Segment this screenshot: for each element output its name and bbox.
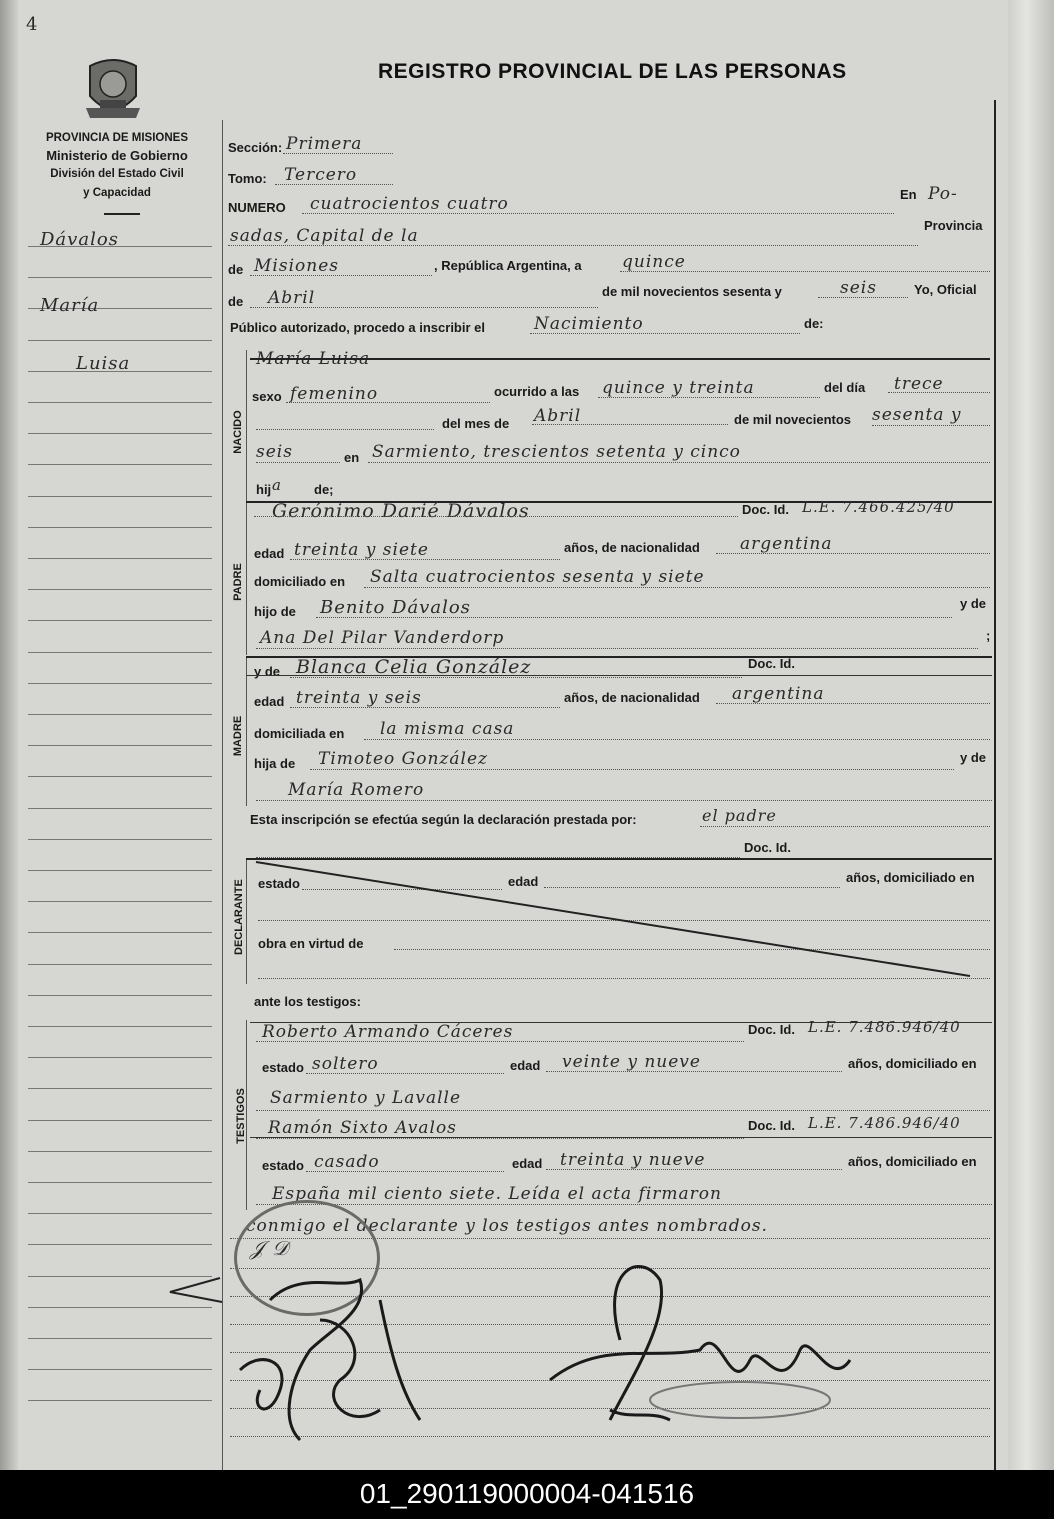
witness-signatures — [230, 1260, 450, 1460]
division-name-2: y Capacidad — [83, 187, 151, 199]
margin-rule-line — [28, 776, 212, 777]
testigos-section-label: TESTIGOS — [235, 1088, 247, 1144]
testigo-1-doc-label: Doc. Id. — [748, 1022, 795, 1037]
madre-nacionalidad-value: argentina — [732, 684, 825, 704]
margin-rule-line — [28, 870, 212, 871]
cierre-texto: conmigo el declarante y los testigos antes nombrados. — [246, 1216, 768, 1236]
en-value-1: Po- — [928, 184, 958, 204]
province-name: PROVINCIA DE MISIONES — [45, 132, 189, 144]
margin-rule-line — [28, 340, 212, 341]
testigo-1-domicilio-label: años, domiciliado en — [848, 1056, 977, 1071]
testigos-intro-label: ante los testigos: — [254, 994, 361, 1009]
sexo-value: femenino — [290, 384, 379, 404]
declarante-cancel-line — [250, 860, 992, 980]
madre-nacionalidad-label: años, de nacionalidad — [564, 690, 700, 705]
mes-nacimiento-value: Abril — [534, 406, 582, 426]
oficial-label: Yo, Oficial — [914, 282, 977, 297]
margin-rule-line — [28, 901, 212, 902]
madre-edad-label: edad — [254, 694, 285, 709]
declarante-estado-label: estado — [258, 876, 300, 891]
margin-rule-line — [28, 683, 212, 684]
padre-doc-label: Doc. Id. — [742, 502, 789, 517]
margin-rule-line — [28, 402, 212, 403]
padre-domicilio-value: Salta cuatrocientos sesenta y siete — [370, 567, 705, 587]
en-value-2: sadas, Capital de la — [230, 226, 419, 246]
declaracion-label: Esta inscripción se efectúa según la declaración prestada por: — [250, 812, 637, 827]
margin-rule-line — [28, 620, 212, 621]
main-right-border — [994, 100, 996, 1470]
testigo-2-edad-label: edad — [512, 1156, 543, 1171]
testigo-1-edad: veinte y nueve — [562, 1052, 701, 1072]
margin-rule-line — [28, 464, 212, 465]
padre-nacionalidad-value: argentina — [740, 534, 833, 554]
declarante-section-label: DECLARANTE — [233, 879, 245, 955]
hijo-label: hij — [256, 482, 272, 497]
de-label-2: de — [228, 294, 244, 309]
numero-label: NUMERO — [228, 200, 286, 215]
margin-rule-line — [28, 808, 212, 809]
declarante-doc-label: Doc. Id. — [744, 840, 791, 855]
madre-domicilio-value: la misma casa — [380, 719, 515, 739]
margin-rule-line — [28, 839, 212, 840]
de-label-1: de — [228, 262, 244, 277]
image-id-footer — [0, 1470, 1054, 1519]
testigo-1-estado: soltero — [312, 1054, 379, 1074]
anio-nacimiento-1: sesenta y — [872, 405, 962, 425]
margin-surname: Dávalos — [40, 229, 119, 250]
provincia-value: Misiones — [254, 256, 339, 276]
testigo-1-doc: L.E. 7.486.946/40 — [808, 1018, 961, 1036]
ministry-name: Ministerio de Gobierno — [46, 148, 188, 163]
margin-rule-line — [28, 558, 212, 559]
y-de-label-2: y de — [960, 750, 987, 765]
margin-rule-line — [28, 1369, 212, 1370]
dia-value: quince — [622, 252, 686, 272]
declarante-edad-label: edad — [508, 874, 539, 889]
testigo-2-doc: L.E. 7.486.946/40 — [808, 1114, 961, 1132]
margin-rule-line — [28, 1026, 212, 1027]
publico-label: Público autorizado, procedo a inscribir el — [230, 320, 485, 335]
margin-mark — [160, 1270, 230, 1310]
anio-value: seis — [840, 278, 877, 298]
testigo-2-domicilio: España mil ciento siete. Leída el acta firmaron — [272, 1184, 722, 1204]
margin-rule-line — [28, 1244, 212, 1245]
margin-rule-line — [28, 652, 212, 653]
margin-rule-line — [28, 995, 212, 996]
padre-edad-value: treinta y siete — [294, 540, 429, 560]
margin-rule-line — [28, 527, 212, 528]
testigo-1-estado-label: estado — [262, 1060, 304, 1075]
margin-rule-line — [28, 1057, 212, 1058]
novecientos-label: de mil novecientos — [734, 412, 852, 427]
binding-spine — [0, 0, 18, 1470]
testigo-2-estado: casado — [314, 1152, 380, 1172]
padre-edad-label: edad — [254, 546, 285, 561]
padre-domicilio-label: domiciliado en — [254, 574, 346, 589]
margin-rule-line — [28, 1151, 212, 1152]
del-dia-label: del día — [824, 380, 866, 395]
declarante-obra-label: obra en virtud de — [258, 936, 364, 951]
nacido-section-label: NACIDO — [232, 410, 244, 454]
division-name: División del Estado Civil — [50, 168, 184, 180]
de-colon-label: de: — [804, 316, 824, 331]
main-left-border — [222, 120, 223, 1470]
testigo-1-nombre: Roberto Armando Cáceres — [262, 1022, 514, 1042]
margin-rule-line — [28, 1120, 212, 1121]
padre-nacionalidad-label: años, de nacionalidad — [564, 540, 700, 555]
testigo-1-edad-label: edad — [510, 1058, 541, 1073]
testigo-2-nombre: Ramón Sixto Avalos — [268, 1118, 457, 1138]
anio-label: de mil novecientos sesenta y — [602, 284, 782, 299]
madre-nombre: Blanca Celia González — [296, 656, 532, 678]
margin-rule-line — [28, 1088, 212, 1089]
testigo-2-domicilio-label: años, domiciliado en — [848, 1154, 977, 1169]
lugar-nacimiento: Sarmiento, trescientos setenta y cinco — [372, 442, 741, 462]
seccion-label: Sección: — [228, 140, 283, 155]
margin-rule-line — [28, 496, 212, 497]
tomo-label: Tomo: — [228, 171, 267, 186]
padre-hijo-de-label: hijo de — [254, 604, 296, 619]
stamp-signature: 𝒥 𝒟 — [250, 1236, 290, 1260]
padre-doc-value: L.E. 7.466.425/40 — [802, 498, 955, 516]
anio-nacimiento-2: seis — [256, 442, 293, 462]
testigo-2-doc-label: Doc. Id. — [748, 1118, 795, 1133]
margin-rule-line — [28, 433, 212, 434]
margin-rule-line — [28, 714, 212, 715]
official-signature — [540, 1260, 880, 1440]
margin-rule-line — [28, 964, 212, 965]
de-punto-label: de; — [314, 482, 334, 497]
madre-hija-de-label: hija de — [254, 756, 296, 771]
margin-rule-line — [28, 1338, 212, 1339]
hijo-suffix: a — [272, 476, 282, 494]
nacido-nombre: María Luisa — [256, 349, 371, 369]
image-id-text: 01_290119000004-041516 — [359, 1478, 695, 1509]
declarante-value: el padre — [702, 806, 777, 825]
page-title: REGISTRO PROVINCIAL DE LAS PERSONAS — [378, 60, 847, 83]
tomo-value: Tercero — [284, 165, 358, 185]
madre-doc-label: Doc. Id. — [748, 656, 795, 671]
margin-rule-line — [28, 1213, 212, 1214]
margin-rule-line — [28, 1400, 212, 1401]
margin-rule-line — [28, 589, 212, 590]
hora-value: quince y treinta — [602, 378, 755, 398]
madre-section-label: MADRE — [232, 715, 244, 757]
semicolon-label: ; — [986, 628, 991, 643]
republica-label: , República Argentina, a — [434, 258, 582, 273]
abuela-materna: María Romero — [288, 780, 425, 800]
abuela-paterna: Ana Del Pilar Vanderdorp — [260, 628, 505, 648]
margin-second-name: Luisa — [76, 353, 131, 374]
numero-value: cuatrocientos cuatro — [310, 194, 509, 214]
margin-rule-line — [28, 932, 212, 933]
margin-rule-line — [28, 277, 212, 278]
seccion-value: Primera — [286, 134, 363, 154]
abuelo-paterno: Benito Dávalos — [320, 597, 471, 618]
mes-value: Abril — [268, 288, 316, 308]
provincia-label: Provincia — [924, 218, 983, 233]
page-number: 4 — [26, 14, 39, 35]
testigo-1-domicilio: Sarmiento y Lavalle — [270, 1088, 462, 1108]
madre-edad-value: treinta y seis — [296, 688, 422, 708]
abuelo-materno: Timoteo González — [318, 749, 488, 769]
del-mes-label: del mes de — [442, 416, 510, 431]
padre-section-label: PADRE — [232, 563, 244, 601]
sexo-label: sexo — [252, 389, 282, 404]
madre-domicilio-label: domiciliada en — [254, 726, 345, 741]
madre-y-de-label: y de — [254, 664, 281, 679]
dia-nacimiento-value: trece — [894, 374, 944, 394]
page-edge — [1008, 0, 1054, 1470]
margin-first-name: María — [40, 295, 100, 316]
y-de-label-1: y de — [960, 596, 987, 611]
margin-rule-line — [28, 745, 212, 746]
padre-nombre: Gerónimo Darié Dávalos — [272, 500, 530, 522]
coat-of-arms-icon — [80, 56, 146, 124]
testigo-2-edad: treinta y nueve — [560, 1150, 706, 1170]
header-divider — [104, 213, 140, 215]
declarante-domicilio-label: años, domiciliado en — [846, 870, 975, 885]
margin-rule-line — [28, 1182, 212, 1183]
ocurrido-label: ocurrido a las — [494, 384, 580, 399]
testigo-2-estado-label: estado — [262, 1158, 304, 1173]
acto-value: Nacimiento — [534, 314, 644, 334]
en-label: En — [900, 187, 917, 202]
en-nacimiento-label: en — [344, 450, 360, 465]
